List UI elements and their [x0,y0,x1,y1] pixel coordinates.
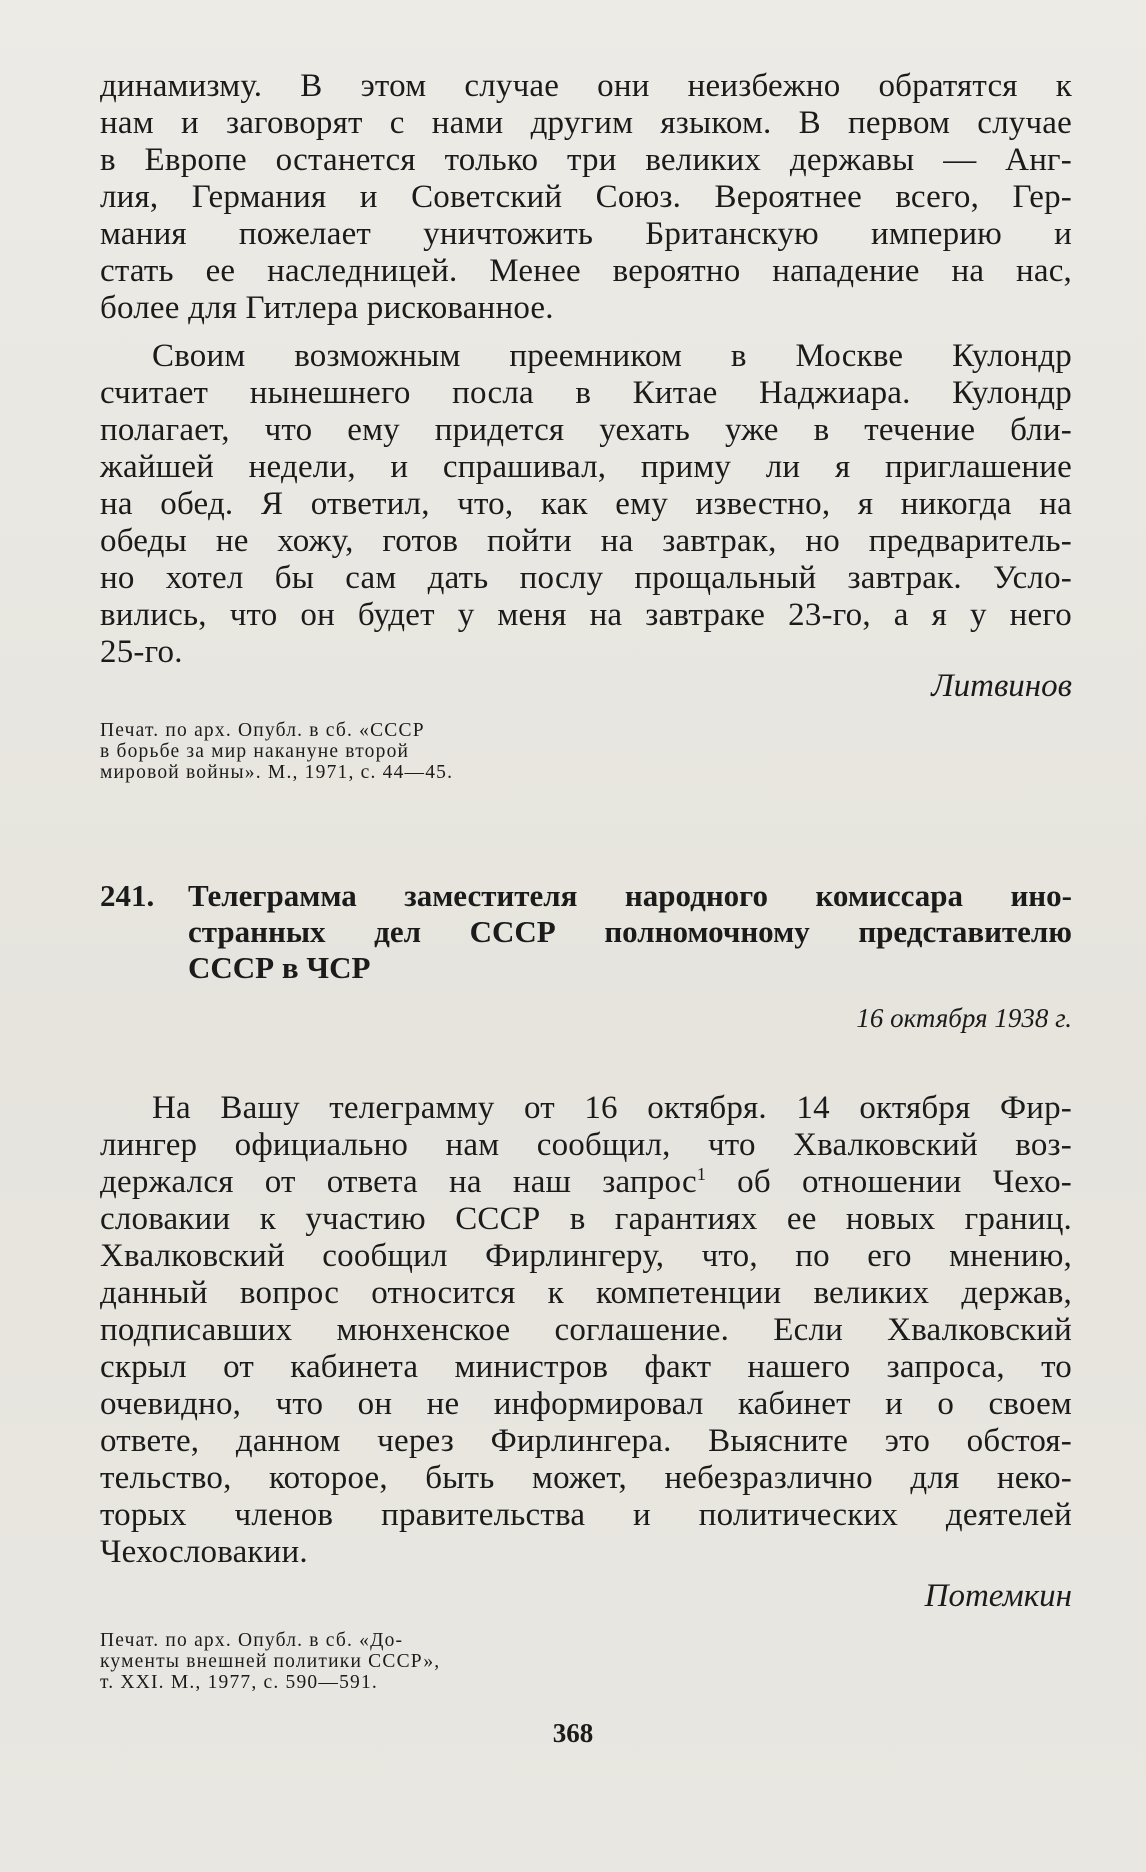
text-line: очевидно, что он не информировал кабинет и о своем [100,1386,1072,1422]
paragraph-telegram [100,1090,1072,1571]
paragraph-successor [100,338,1072,671]
text-line: вились, что он будет у меня на завтраке 23-го, а я у него [100,597,1072,633]
source-line: Печат. по арх. Опубл. в сб. «СССР [100,720,425,741]
text-line: стать ее наследницей. Менее вероятно нападение на нас, [100,253,1072,289]
text-line: полагает, что ему придется уехать уже в течение бли- [100,412,1072,448]
text-line: считает нынешнего посла в Китае Наджиара. Кулондр [100,375,1072,411]
source-line: кументы внешней политики СССР», [100,1651,441,1672]
text-line: более для Гитлера рискованное. [100,290,554,326]
document-heading [100,878,1072,986]
source-line: Печат. по арх. Опубл. в сб. «До- [100,1630,404,1651]
text-line: На Вашу телеграмму от 16 октября. 14 октября Фир- [152,1090,1072,1126]
page-number: 368 [552,1718,594,1748]
text-line: жайшей недели, и спрашивал, приму ли я приглашение [100,449,1072,485]
text-line: в Европе останется только три великих державы — Анг- [100,142,1072,178]
text-line: на обед. Я ответил, что, как ему известно, я никогда на [100,486,1072,522]
signature-potemkin: Потемкин [924,1578,1072,1614]
text-line: Хвалковский сообщил Фирлингеру, что, по его мнению, [100,1238,1072,1274]
text-line: Чехословакии. [100,1534,308,1570]
footnote-marker: 1 [696,1164,707,1184]
source-line: т. XXI. М., 1977, с. 590—591. [100,1672,379,1693]
text-line: но хотел бы сам дать послу прощальный завтрак. Усло- [100,560,1072,596]
text-line: обеды не хожу, готов пойти на завтрак, но предваритель- [100,523,1072,559]
text-fragment: об отношении Чехо- [706,1164,1072,1200]
heading-line: странных дел СССР полномочному представителю [188,914,1072,949]
text-line: данный вопрос относится к компетенции великих держав, [100,1275,1072,1311]
text-line: мания пожелает уничтожить Британскую империю и [100,216,1072,252]
document-number: 241. [100,878,155,913]
signature-litvinov: Литвинов [931,668,1072,704]
paragraph-continuation [100,68,1072,327]
text-line: ответе, данном через Фирлингера. Выясните это обстоя- [100,1423,1072,1459]
heading-line: Телеграмма заместителя народного комиссара ино- [188,878,1072,913]
text-fragment: держался от ответа на наш запрос [100,1164,697,1200]
text-line: лия, Германия и Советский Союз. Вероятнее всего, Гер- [100,179,1072,215]
document-date: 16 октября 1938 г. [856,1003,1072,1033]
text-line: динамизму. В этом случае они неизбежно обратятся к [100,68,1072,104]
text-line: торых членов правительства и политических деятелей [100,1497,1072,1533]
text-line: лингер официально нам сообщил, что Хвалковский воз- [100,1127,1072,1163]
heading-line: СССР в ЧСР [188,950,371,985]
text-line [100,1164,1072,1201]
source-note [100,720,453,783]
text-line: нам и заговорят с нами другим языком. В первом случае [100,105,1072,141]
text-line: скрыл от кабинета министров факт нашего запроса, то [100,1349,1072,1385]
text-line: словакии к участию СССР в гарантиях ее новых границ. [100,1201,1072,1237]
source-line: в борьбе за мир накануне второй [100,741,410,762]
text-line: тельство, которое, быть может, небезразлично для неко- [100,1460,1072,1496]
source-note [100,1630,440,1693]
text-line: Своим возможным преемником в Москве Кулондр [152,338,1072,374]
text-line: подписавших мюнхенское соглашение. Если Хвалковский [100,1312,1072,1348]
text-line: 25-го. [100,634,183,670]
source-line: мировой войны». М., 1971, с. 44—45. [100,762,454,783]
